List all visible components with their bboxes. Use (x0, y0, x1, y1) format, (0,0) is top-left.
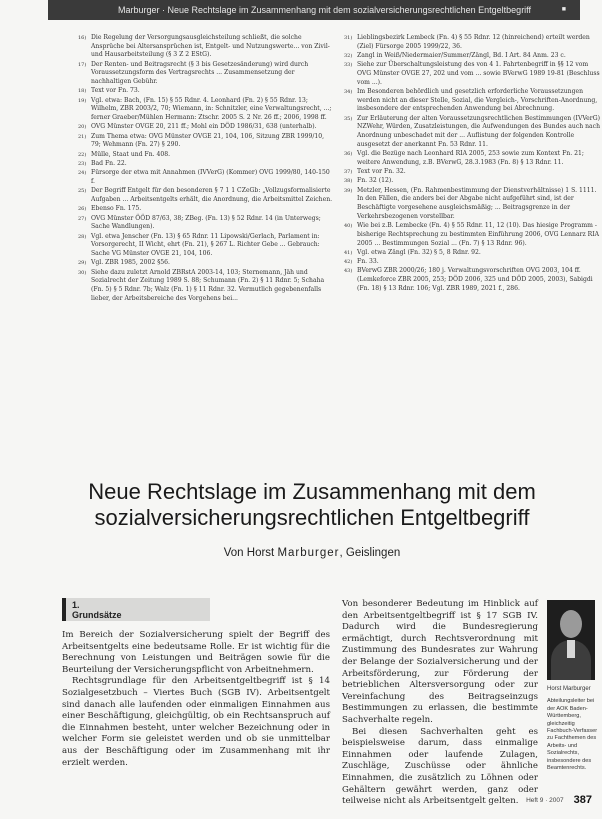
footnote-number: 19) (78, 97, 87, 104)
bullet-icon: ■ (561, 6, 566, 13)
footnote-text: Vgl. etwa: Bach, (Fn. 15) § 55 Rdnr. 4. Leonhard (Fn. 2) § 55 Rdnr. 13; Wilhelm, ZBR 2003/2, 70; Wiemann, in: Schnitzler, eine Verwaltungsrecht, ...; ferner Graeber/Mühlen Hermann: Ztschr. 2005 S. 2 Nr. 26 ff.; 2006, 1998 ff. (91, 96, 332, 122)
footnote-number: 38) (344, 178, 353, 185)
footnote (344, 187, 601, 222)
byline-prefix: Von Horst (223, 547, 275, 559)
footnote-number: 33) (344, 62, 353, 69)
footnote-number: 22) (78, 151, 87, 158)
footnote-text: Vgl. etwa Zängl (Fn. 32) § 5, 8 Rdnr. 92. (357, 248, 481, 256)
author-caption (547, 686, 599, 772)
footnote-text: OVG Münster ÖÖD 87/63, 38; ZBeg. (Fn. 13) § 52 Rdnr. 14 (in Unterwegs; Sache Wandlungen). (91, 214, 321, 231)
footnote (78, 61, 335, 87)
footnote-text: Vgl. etwa Jenscher (Fn. 13) § 65 Rdnr. 11 Lipowski/Gerlach, Parlament in: Vorsorgerecht, II Wicht, ehrt (Fn. 21), § 267 L. Richter Gebe ... Gebrauch: Sache VG Münster OVGE 21, 104, 106. (91, 232, 320, 257)
footnote-text: Der Renten- und Beitragsrecht (§ 3 bis Gesetzesänderung) wird durch Voraussetzungsform des Vertragsrechts ... Zusammensetzung der nachhaltigen Gebühr. (91, 60, 309, 86)
footnote (344, 61, 601, 87)
footnote (78, 215, 335, 232)
byline-suffix: , Geislingen (339, 547, 401, 559)
footnote-number: 30) (78, 269, 87, 276)
issue-label: Heft 9 · 2007 (526, 796, 564, 804)
footnote-text: Lieblingsbezirk Lembeck (Fn. 4) § 55 Rdnr. 12 (hinreichend) erteilt werden (Ziel) Fürsorge 2005 1999/22, 36. (357, 34, 590, 50)
byline (62, 547, 562, 559)
footnote-number: 32) (344, 53, 353, 59)
footnote (344, 115, 601, 150)
body-paragraph: Rechtsgrundlage für den Arbeitsentgeltbegriff ist § 14 Sozialgesetzbuch – Viertes Buch (SGB IV). Arbeitsentgelt sind danach alle laufenden oder einmaligen Einnahmen aus einer Beschäftigung, gleichgültig, ob ein Rechtsanspruch auf die Einnahmen besteht, unter welcher Bezeichnung oder in welcher Form sie geleistet werden und ob sie unmittelbar aus der Beschäftigung oder im Zusammenhang mit ihr erzielt werden. (62, 676, 330, 768)
footnote-number: 18) (78, 88, 87, 95)
footnote-number: 17) (78, 61, 87, 68)
footnote (78, 133, 335, 150)
body-paragraph: Von besonderer Bedeutung im Hinblick auf den Arbeitsentgeltbegriff ist § 17 SGB IV. Dadurch wird die Bundesregierung ermächtigt, durch Rechtsverordnung mit Zustimmung des Bundesrates zur Wahrung der Belange der Sozialversicherung und der Arbeitsförderung, zur Förderung der betrieblichen Altersversorgung oder zur Vereinfachung des Beitragseinzugs Bestimmungen zu erlassen, die bestimmte Sachverhalte regeln. (342, 599, 538, 725)
footnote (78, 97, 335, 123)
footnote-text: OVG Münster OVGE 20, 211 ff.; Mohl ein DÖD 1986/31, 638 (unterhalb). (91, 123, 317, 131)
section-marker (62, 598, 66, 621)
footnote-text: Der Begriff Entgelt für den besonderen § 7 1 1 CZeGb: „Vollzugsformalisierte Aufgaben ... Arbeitsentgelts erhält, die Anordnung, die Arbeitsmittel Zeichen. (91, 187, 333, 203)
footnote (78, 151, 335, 160)
footnote-text: Metzler, Hessen, (Fn. Rahmenbestimmung der Dienstverhältnisse) 1 S. 1111. In den Fällen, die anders bei der Abgabe nicht aufgeführt sind, ist der Beschäftigte vorgesehene ausgleichsmäßig; ... Beitragsgrenze in der Verkehrsbezogenen vorstellbar. (357, 186, 597, 220)
footnote-number: 39) (344, 187, 353, 194)
footnote (78, 233, 335, 259)
footnote-text: Zur Erläuterung der alten Voraussetzungsrechtlichen Bestimmungen (IVVerG) NZWehr, Würden, Zusatzleistungen, die Aufwendungen des Bundes auch nach Anordnung unbeschadet mit der ... Auflistung der folgenden Kontrolle ausgesetzt der anerkannt Fn. 53 Rdnr. 11. (357, 114, 600, 148)
footnote-text: Wie bei z.B. Lembecke (Fn. 4) § 55 Rdnr. 11, 12 (10). Das hiesige Programm - bisherige Rechtsprechung zu bestimmten Einführung 2006, OVG Lennarz RIA 2005 ... Bestimmungen Sozial ... (Fn. 7) § 13 Rdnr. 96). (357, 222, 600, 247)
footnote (344, 258, 601, 267)
running-head-text: Marburger · Neue Rechtslage im Zusammenhang mit dem sozialversicherungsrechtlichen Entgeltbegriff (118, 5, 532, 15)
footnote-number: 23) (78, 161, 87, 167)
footnote-text: Siehe dazu zuletzt Arnold ZBRstA 2003-14, 103; Sternemann, Jäh und Sozialrecht der Zeitung 1989 S. 88; Schumann (Fn. 2) § 11 Rdnr. 5; Schaha (Fn. 5) § 5 Rdnr. 7b; Walz (Fn. 1) § 11 Rdnr. 32. Vermutlich gegebenenfalls lieber, der Arbeitsbereiche des Vorgehens bei... (91, 268, 325, 302)
footnote-text: Fürsorge der etwa mit Annahmen (IVVerG) (Kommer) OVG 1999/80, 140-150 f. (91, 169, 330, 185)
footnote-number: 37) (344, 169, 353, 176)
author-caption-text: Abteilungsleiter bei der AOK Baden-Württemberg, gleichzeitig Fachbuch-Verfasser zu Fachthemen des Arbeits- und Sozialrechts, insbesondere des Beamtenrechts. (547, 698, 598, 772)
footnote-number: 29) (78, 260, 87, 267)
footnote-number: 34) (344, 89, 353, 95)
footnote-text: BVerwG ZBR 2000/26; 180 j. Verwaltungsvorschriften OVG 2003, 104 ff. (Lemkeforce ZBR 2005, 253; DÖD 2006, 325 und DÖD 2005, 2003), Sabigdi (Fn. 18) § 13 Rdnr. 106; Vgl. ZBR 1989, 2021 f., 286. (357, 267, 593, 292)
footnote-number: 27) (78, 215, 87, 222)
footnote-text: Zangl in Weiß/Niedermaier/Summer/Zängl, Bd. I Art. 84 Anm. 23 c. (357, 52, 566, 59)
footnote (78, 187, 335, 204)
footnote-number: 31) (344, 35, 353, 41)
footnote-text: Mülle, Staat und Fn. 408. (91, 150, 171, 158)
footnote (344, 34, 601, 51)
footnote (344, 168, 601, 177)
footnotes-left-column (78, 34, 335, 304)
footnote-text: Ebenso Fn. 175. (91, 205, 142, 213)
footnote (344, 52, 601, 61)
footnote (78, 87, 335, 96)
footnote (344, 88, 601, 114)
body-column-2 (342, 599, 538, 808)
footnote-number: 40) (344, 223, 353, 230)
footnote-text: Die Regelung der Versorgungsausgleichsteilung schließt, die solche Ansprüche bei Altersansprüchen ist, Entgelt- und Nutzungswerte... von Zivil- und Hausarbeitsteilung (§ 3 Z 2 EStG). (91, 34, 330, 59)
footnote-number: 41) (344, 249, 353, 256)
footnote-text: Fn. 33. (357, 258, 379, 266)
footnote-number: 26) (78, 206, 87, 213)
article-title (62, 479, 562, 531)
footnote (78, 269, 335, 304)
footnote-text: Fn. 32 (12). (357, 177, 394, 185)
footnote-number: 36) (344, 151, 353, 158)
section-title: Grundsätze (72, 610, 122, 620)
footnote (344, 249, 601, 258)
footnote (344, 222, 601, 248)
footnote (78, 123, 335, 132)
footnote-number: 16) (78, 35, 87, 41)
footnote (344, 267, 601, 293)
footnote (344, 150, 601, 167)
footnote-number: 28) (78, 233, 87, 240)
footnote-text: Text vor Fn. 32. (357, 168, 406, 176)
footnote-text: Vgl. die Bezüge nach Leonhard RIA 2005, 253 sowie zum Kontext Fn. 21; weitere Anwendung, z.B. BVerwG, 28.3.1983 (Fn. 8) § 13 Rdnr. 11. (357, 150, 584, 166)
footnote-text: Vgl. ZBR 1985, 2002 §56. (91, 259, 170, 267)
section-number: 1. (72, 600, 80, 610)
article-title-line-2: sozialversicherungsrechtlichen Entgeltbegriff (94, 505, 530, 530)
footnote-text: Text vor Fn. 73. (91, 87, 140, 95)
footnote (78, 205, 335, 214)
footnote (344, 177, 601, 186)
article-title-line-1: Neue Rechtslage im Zusammenhang mit dem (88, 479, 536, 504)
footnote (78, 160, 335, 169)
footnote-number: 24) (78, 170, 87, 177)
footnote-number: 21) (78, 133, 87, 140)
footnotes-right-column (344, 34, 601, 294)
footnote (78, 259, 335, 268)
footnote-number: 25) (78, 188, 87, 195)
footnote-text: Siehe zur Überschaltungsleistung des von 4 1. Fahrtenbegriff in §§ 12 vom OVG Münster OVGE 27, 202 und vom ... sowie BVerwG 1989 19-81 (Beschluss vom ...). (357, 61, 600, 86)
section-heading (62, 598, 210, 621)
body-column-1 (62, 630, 330, 769)
page-footer (505, 793, 600, 807)
footnote (78, 34, 335, 60)
author-photo (547, 600, 595, 680)
footnote-number: 20) (78, 124, 87, 131)
body-paragraph: Im Bereich der Sozialversicherung spielt der Begriff des Arbeitsentgelts eine bedeutsame Rolle. Er ist wichtig für die Berechnung von Leistungen und Beiträgen sowie für die Beurteilung der Versicherungspflicht von Arbeitnehmern. (62, 630, 330, 675)
footnote-text: Zum Thema etwa: OVG Münster OVGE 21, 104, 106, Sitzung ZBR 1999/10, 79; Wehmann (Fn. 27) § 290. (91, 132, 325, 149)
author-name: Marburger (277, 547, 340, 559)
footnote-number: 42) (344, 259, 353, 266)
footnote-text: Bad Fn. 22. (91, 160, 127, 167)
footnote (78, 169, 335, 186)
author-caption-name: Horst Marburger (547, 686, 591, 692)
page-number: 387 (573, 794, 592, 806)
footnote-number: 35) (344, 115, 353, 122)
running-head (48, 0, 580, 20)
footnote-number: 43) (344, 268, 353, 275)
body-paragraph: Bei diesen Sachverhalten geht es beispielsweise darum, dass einmalige Einnahmen oder laufende Zulagen, Zuschläge, Zuschüsse oder ähnliche Einnahmen, die zusätzlich zu Löhnen oder Gehältern gewährt werden, ganz oder teilweise nicht als Arbeitsentgelt gelten. (342, 726, 538, 807)
footnote-text: Im Besonderen behördlich und gesetzlich erforderliche Voraussetzungen werden nicht an dieser Stelle, Sozial, die Vergleich-, Vorschriften-Anordnung, insbesondere der entsprechenden Anwendung bei Abrechnung. (357, 88, 598, 113)
